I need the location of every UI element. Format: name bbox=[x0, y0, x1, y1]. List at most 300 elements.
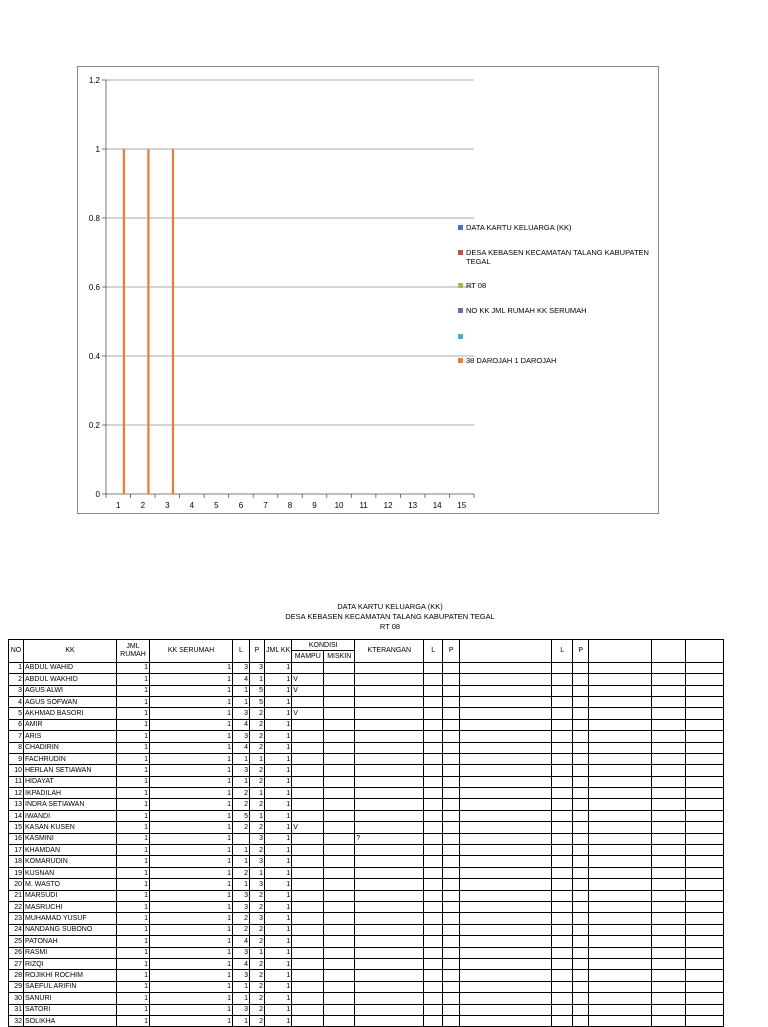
table-cell-blank bbox=[443, 731, 460, 742]
table-cell-ks: 1 bbox=[150, 867, 233, 878]
table-cell-no: 17 bbox=[9, 845, 24, 856]
table-cell-blank bbox=[652, 1015, 686, 1026]
table-cell-jr: 1 bbox=[117, 822, 150, 833]
legend-swatch bbox=[458, 334, 463, 339]
table-cell-miskin bbox=[324, 867, 355, 878]
x-tick-label-6: 7 bbox=[263, 501, 268, 510]
table-cell-blank bbox=[424, 1004, 443, 1015]
table-row bbox=[9, 753, 724, 764]
kk-table-wrap bbox=[8, 639, 724, 1027]
table-cell-blank bbox=[460, 753, 552, 764]
table-cell-mampu bbox=[292, 981, 324, 992]
table-cell-no: 2 bbox=[9, 674, 24, 685]
table-cell-blank bbox=[424, 947, 443, 958]
table-cell-l: 4 bbox=[233, 719, 250, 730]
table-cell-p: 2 bbox=[250, 981, 265, 992]
table-cell-no: 9 bbox=[9, 753, 24, 764]
table-cell-jr: 1 bbox=[117, 993, 150, 1004]
table-cell-ks: 1 bbox=[150, 662, 233, 673]
table-cell-p: 1 bbox=[250, 947, 265, 958]
table-cell-blank bbox=[589, 913, 652, 924]
table-cell-miskin bbox=[324, 845, 355, 856]
table-cell-blank bbox=[460, 742, 552, 753]
table-cell-miskin bbox=[324, 799, 355, 810]
doc-rt: RT 08 bbox=[379, 622, 401, 631]
table-cell-blank bbox=[686, 936, 724, 947]
table-cell-blank bbox=[686, 845, 724, 856]
table-cell-miskin bbox=[324, 901, 355, 912]
table-cell-blank bbox=[424, 799, 443, 810]
table-row bbox=[9, 867, 724, 878]
x-tick-label-13: 14 bbox=[432, 501, 442, 510]
table-cell-no: 1 bbox=[9, 662, 24, 673]
table-cell-ket bbox=[355, 958, 424, 969]
table-cell-blank bbox=[424, 913, 443, 924]
table-cell-jr: 1 bbox=[117, 765, 150, 776]
table-cell-miskin bbox=[324, 674, 355, 685]
table-cell-mampu bbox=[292, 993, 324, 1004]
table-cell-ket bbox=[355, 753, 424, 764]
table-cell-blank bbox=[589, 1004, 652, 1015]
table-cell-blank bbox=[686, 1015, 724, 1026]
table-cell-blank bbox=[589, 810, 652, 821]
table-cell-no: 32 bbox=[9, 1015, 24, 1026]
table-cell-blank bbox=[589, 970, 652, 981]
table-cell-blank bbox=[552, 776, 573, 787]
table-cell-blank bbox=[686, 662, 724, 673]
table-cell-l: 2 bbox=[233, 867, 250, 878]
table-cell-blank bbox=[443, 958, 460, 969]
table-cell-kk: IWANDI bbox=[24, 810, 117, 821]
table-cell-blank bbox=[573, 696, 589, 707]
bar-chart bbox=[78, 67, 658, 513]
table-cell-blank bbox=[686, 742, 724, 753]
table-cell-blank bbox=[652, 936, 686, 947]
table-cell-blank bbox=[573, 901, 589, 912]
table-cell-kk: AKHMAD BASORI bbox=[24, 708, 117, 719]
table-cell-blank bbox=[652, 970, 686, 981]
legend-swatch bbox=[458, 283, 463, 288]
table-cell-blank bbox=[443, 981, 460, 992]
table-cell-blank bbox=[424, 708, 443, 719]
table-cell-ks: 1 bbox=[150, 788, 233, 799]
x-tick-label-10: 11 bbox=[359, 501, 368, 510]
table-cell-l: 3 bbox=[233, 1004, 250, 1015]
table-cell-blank bbox=[686, 696, 724, 707]
table-cell-jr: 1 bbox=[117, 924, 150, 935]
table-cell-blank bbox=[652, 1004, 686, 1015]
table-cell-blank bbox=[589, 856, 652, 867]
table-cell-ks: 1 bbox=[150, 810, 233, 821]
table-cell-jr: 1 bbox=[117, 742, 150, 753]
x-tick-label-8: 9 bbox=[312, 501, 317, 510]
table-row bbox=[9, 662, 724, 673]
table-cell-jk: 1 bbox=[265, 662, 292, 673]
legend-swatch bbox=[458, 308, 463, 313]
table-cell-blank bbox=[652, 719, 686, 730]
table-cell-jr: 1 bbox=[117, 1015, 150, 1026]
x-tick-label-0: 1 bbox=[116, 501, 121, 510]
table-cell-no: 27 bbox=[9, 958, 24, 969]
table-cell-blank bbox=[652, 901, 686, 912]
table-cell-jr: 1 bbox=[117, 833, 150, 844]
document-titles bbox=[0, 602, 768, 632]
table-cell-no: 4 bbox=[9, 696, 24, 707]
table-cell-ks: 1 bbox=[150, 753, 233, 764]
table-cell-blank bbox=[443, 674, 460, 685]
table-cell-jr: 1 bbox=[117, 708, 150, 719]
table-cell-blank bbox=[443, 1004, 460, 1015]
table-cell-blank bbox=[460, 1004, 552, 1015]
table-cell-p: 1 bbox=[250, 674, 265, 685]
table-cell-jk: 1 bbox=[265, 776, 292, 787]
y-tick-label-1: 0.2 bbox=[88, 421, 100, 430]
table-cell-kk: MASRUCHI bbox=[24, 901, 117, 912]
legend-label: DATA KARTU KELUARGA (KK) bbox=[466, 223, 572, 232]
y-tick-label-4: 0.8 bbox=[88, 214, 100, 223]
table-cell-blank bbox=[552, 981, 573, 992]
table-cell-ket bbox=[355, 719, 424, 730]
table-row bbox=[9, 776, 724, 787]
table-cell-kk: HIDAYAT bbox=[24, 776, 117, 787]
table-cell-mampu bbox=[292, 867, 324, 878]
table-cell-blank bbox=[552, 810, 573, 821]
table-cell-jk: 1 bbox=[265, 708, 292, 719]
table-cell-l: 3 bbox=[233, 901, 250, 912]
table-cell-kk: IKPADILAH bbox=[24, 788, 117, 799]
header-l2: L bbox=[424, 640, 443, 663]
table-cell-l: 1 bbox=[233, 993, 250, 1004]
table-cell-no: 13 bbox=[9, 799, 24, 810]
table-cell-blank bbox=[460, 890, 552, 901]
table-cell-blank bbox=[686, 947, 724, 958]
table-cell-miskin bbox=[324, 913, 355, 924]
table-cell-l: 1 bbox=[233, 685, 250, 696]
table-cell-kk: KHAMDAN bbox=[24, 845, 117, 856]
legend-swatch bbox=[458, 225, 463, 230]
table-cell-ket bbox=[355, 970, 424, 981]
table-cell-kk: RIZQI bbox=[24, 958, 117, 969]
table-cell-blank bbox=[573, 993, 589, 1004]
table-cell-ks: 1 bbox=[150, 1015, 233, 1026]
table-cell-blank bbox=[552, 833, 573, 844]
table-cell-blank bbox=[589, 947, 652, 958]
table-cell-blank bbox=[589, 924, 652, 935]
table-cell-ks: 1 bbox=[150, 890, 233, 901]
table-cell-ks: 1 bbox=[150, 1004, 233, 1015]
table-cell-blank bbox=[573, 742, 589, 753]
table-cell-p: 5 bbox=[250, 696, 265, 707]
table-cell-blank bbox=[652, 879, 686, 890]
table-cell-blank bbox=[686, 867, 724, 878]
table-cell-blank bbox=[573, 662, 589, 673]
table-cell-blank bbox=[589, 993, 652, 1004]
table-cell-blank bbox=[443, 970, 460, 981]
table-cell-mampu bbox=[292, 742, 324, 753]
table-cell-no: 26 bbox=[9, 947, 24, 958]
table-cell-blank bbox=[686, 765, 724, 776]
header-p3: P bbox=[573, 640, 589, 663]
table-cell-blank bbox=[589, 719, 652, 730]
table-cell-miskin bbox=[324, 993, 355, 1004]
table-cell-blank bbox=[443, 742, 460, 753]
table-cell-blank bbox=[589, 696, 652, 707]
table-row bbox=[9, 731, 724, 742]
table-cell-p: 2 bbox=[250, 719, 265, 730]
table-cell-blank bbox=[552, 685, 573, 696]
table-cell-ks: 1 bbox=[150, 879, 233, 890]
table-cell-blank bbox=[552, 765, 573, 776]
table-cell-blank bbox=[573, 833, 589, 844]
table-cell-blank bbox=[460, 993, 552, 1004]
legend-item-1 bbox=[458, 248, 658, 266]
table-cell-jk: 1 bbox=[265, 890, 292, 901]
table-cell-miskin bbox=[324, 856, 355, 867]
table-cell-blank bbox=[443, 822, 460, 833]
table-cell-l: 4 bbox=[233, 936, 250, 947]
table-cell-l: 3 bbox=[233, 947, 250, 958]
table-cell-blank bbox=[652, 685, 686, 696]
header-blank-3 bbox=[652, 640, 686, 663]
table-row bbox=[9, 879, 724, 890]
table-cell-ket bbox=[355, 765, 424, 776]
table-cell-mampu bbox=[292, 924, 324, 935]
header-no: NO bbox=[9, 640, 24, 663]
table-cell-jk: 1 bbox=[265, 685, 292, 696]
table-cell-blank bbox=[552, 924, 573, 935]
table-cell-ks: 1 bbox=[150, 685, 233, 696]
table-cell-blank bbox=[552, 856, 573, 867]
table-cell-blank bbox=[424, 719, 443, 730]
table-cell-ket bbox=[355, 856, 424, 867]
table-cell-kk: CHADIRIN bbox=[24, 742, 117, 753]
table-cell-blank bbox=[573, 776, 589, 787]
table-cell-blank bbox=[652, 856, 686, 867]
table-cell-l: 2 bbox=[233, 788, 250, 799]
table-cell-kk: ARIS bbox=[24, 731, 117, 742]
table-cell-p: 1 bbox=[250, 788, 265, 799]
table-cell-l: 2 bbox=[233, 799, 250, 810]
table-cell-ks: 1 bbox=[150, 856, 233, 867]
table-cell-ket bbox=[355, 879, 424, 890]
table-cell-blank bbox=[652, 845, 686, 856]
table-cell-miskin bbox=[324, 1004, 355, 1015]
table-cell-blank bbox=[443, 799, 460, 810]
table-cell-blank bbox=[589, 936, 652, 947]
x-tick-label-14: 15 bbox=[457, 501, 467, 510]
table-cell-mampu: V bbox=[292, 708, 324, 719]
table-cell-blank bbox=[460, 822, 552, 833]
legend-item-3 bbox=[458, 306, 658, 315]
table-cell-blank bbox=[686, 924, 724, 935]
table-cell-blank bbox=[424, 753, 443, 764]
table-cell-mampu bbox=[292, 719, 324, 730]
table-cell-blank bbox=[443, 924, 460, 935]
table-cell-jk: 1 bbox=[265, 810, 292, 821]
table-cell-blank bbox=[424, 856, 443, 867]
table-cell-blank bbox=[686, 753, 724, 764]
x-tick-label-4: 5 bbox=[214, 501, 219, 510]
table-cell-p: 2 bbox=[250, 924, 265, 935]
table-cell-blank bbox=[573, 753, 589, 764]
table-cell-miskin bbox=[324, 924, 355, 935]
table-cell-mampu bbox=[292, 731, 324, 742]
table-cell-blank bbox=[443, 913, 460, 924]
table-row bbox=[9, 708, 724, 719]
table-cell-ks: 1 bbox=[150, 822, 233, 833]
y-tick-label-0: 0 bbox=[95, 490, 100, 499]
table-cell-ket bbox=[355, 685, 424, 696]
table-cell-mampu bbox=[292, 810, 324, 821]
table-cell-ks: 1 bbox=[150, 993, 233, 1004]
table-cell-jr: 1 bbox=[117, 845, 150, 856]
table-cell-jr: 1 bbox=[117, 958, 150, 969]
table-cell-blank bbox=[460, 981, 552, 992]
table-cell-blank bbox=[686, 674, 724, 685]
table-cell-blank bbox=[460, 708, 552, 719]
table-cell-blank bbox=[443, 856, 460, 867]
header-p2: P bbox=[443, 640, 460, 663]
table-cell-blank bbox=[424, 810, 443, 821]
table-cell-blank bbox=[652, 799, 686, 810]
table-cell-blank bbox=[552, 879, 573, 890]
table-cell-blank bbox=[443, 696, 460, 707]
table-cell-blank bbox=[573, 799, 589, 810]
table-cell-jr: 1 bbox=[117, 799, 150, 810]
y-tick-label-2: 0.4 bbox=[88, 352, 100, 361]
table-cell-blank bbox=[424, 901, 443, 912]
table-cell-l: 3 bbox=[233, 765, 250, 776]
table-cell-blank bbox=[652, 981, 686, 992]
table-cell-blank bbox=[424, 879, 443, 890]
table-cell-blank bbox=[552, 913, 573, 924]
table-cell-blank bbox=[552, 742, 573, 753]
table-cell-ket bbox=[355, 788, 424, 799]
table-cell-blank bbox=[573, 936, 589, 947]
table-cell-blank bbox=[443, 993, 460, 1004]
table-cell-blank bbox=[460, 776, 552, 787]
table-cell-blank bbox=[589, 981, 652, 992]
table-row bbox=[9, 833, 724, 844]
table-cell-l: 1 bbox=[233, 696, 250, 707]
table-cell-mampu: V bbox=[292, 822, 324, 833]
table-cell-miskin bbox=[324, 810, 355, 821]
table-cell-blank bbox=[686, 993, 724, 1004]
table-cell-ks: 1 bbox=[150, 708, 233, 719]
table-cell-jk: 1 bbox=[265, 867, 292, 878]
table-cell-jk: 1 bbox=[265, 845, 292, 856]
table-cell-jr: 1 bbox=[117, 788, 150, 799]
header-jml-rumah: JML RUMAH bbox=[117, 640, 150, 663]
table-cell-blank bbox=[424, 958, 443, 969]
doc-subtitle: DESA KEBASEN KECAMATAN TALANG KABUPATEN TEGAL bbox=[285, 612, 495, 621]
table-cell-blank bbox=[552, 970, 573, 981]
table-cell-jr: 1 bbox=[117, 776, 150, 787]
table-cell-mampu bbox=[292, 662, 324, 673]
table-cell-blank bbox=[686, 970, 724, 981]
table-cell-blank bbox=[589, 788, 652, 799]
x-tick-label-12: 13 bbox=[408, 501, 418, 510]
table-cell-l: 3 bbox=[233, 708, 250, 719]
table-cell-blank bbox=[652, 742, 686, 753]
table-cell-blank bbox=[443, 901, 460, 912]
header-kk: KK bbox=[24, 640, 117, 663]
table-cell-blank bbox=[424, 742, 443, 753]
table-cell-blank bbox=[573, 924, 589, 935]
table-cell-blank bbox=[589, 776, 652, 787]
table-cell-jk: 1 bbox=[265, 913, 292, 924]
table-cell-jk: 1 bbox=[265, 799, 292, 810]
table-cell-kk: KOMARUDIN bbox=[24, 856, 117, 867]
table-cell-kk: AMIR bbox=[24, 719, 117, 730]
table-cell-kk: INDRA SETIAWAN bbox=[24, 799, 117, 810]
table-cell-ket bbox=[355, 981, 424, 992]
table-cell-blank bbox=[652, 867, 686, 878]
table-cell-no: 6 bbox=[9, 719, 24, 730]
table-cell-no: 3 bbox=[9, 685, 24, 696]
table-cell-blank bbox=[424, 833, 443, 844]
table-cell-jr: 1 bbox=[117, 890, 150, 901]
table-cell-no: 28 bbox=[9, 970, 24, 981]
table-cell-blank bbox=[589, 1015, 652, 1026]
table-cell-blank bbox=[652, 708, 686, 719]
table-cell-p: 2 bbox=[250, 822, 265, 833]
table-cell-blank bbox=[443, 810, 460, 821]
table-cell-blank bbox=[589, 685, 652, 696]
table-cell-blank bbox=[589, 901, 652, 912]
table-cell-no: 15 bbox=[9, 822, 24, 833]
table-cell-blank bbox=[686, 810, 724, 821]
table-cell-kk: KASMINI bbox=[24, 833, 117, 844]
table-cell-mampu bbox=[292, 776, 324, 787]
table-cell-ket bbox=[355, 1004, 424, 1015]
table-cell-blank bbox=[589, 674, 652, 685]
table-cell-miskin bbox=[324, 788, 355, 799]
table-cell-blank bbox=[589, 845, 652, 856]
header-jml-kk: JML KK bbox=[265, 640, 292, 663]
table-cell-ks: 1 bbox=[150, 947, 233, 958]
table-cell-blank bbox=[460, 947, 552, 958]
table-cell-jk: 1 bbox=[265, 856, 292, 867]
table-cell-jr: 1 bbox=[117, 936, 150, 947]
table-cell-kk: ROJIKHI ROCHIM bbox=[24, 970, 117, 981]
table-cell-no: 23 bbox=[9, 913, 24, 924]
table-cell-ket bbox=[355, 890, 424, 901]
x-tick-label-3: 4 bbox=[189, 501, 195, 510]
table-cell-no: 18 bbox=[9, 856, 24, 867]
table-cell-blank bbox=[460, 799, 552, 810]
table-cell-blank bbox=[552, 958, 573, 969]
table-cell-no: 7 bbox=[9, 731, 24, 742]
table-cell-mampu bbox=[292, 901, 324, 912]
table-cell-blank bbox=[552, 696, 573, 707]
table-cell-no: 24 bbox=[9, 924, 24, 935]
table-cell-p: 2 bbox=[250, 890, 265, 901]
table-cell-blank bbox=[460, 924, 552, 935]
table-cell-no: 25 bbox=[9, 936, 24, 947]
bar-5-0 bbox=[123, 149, 125, 494]
table-cell-p: 2 bbox=[250, 765, 265, 776]
table-cell-blank bbox=[443, 685, 460, 696]
table-cell-blank bbox=[460, 674, 552, 685]
table-cell-jk: 1 bbox=[265, 1015, 292, 1026]
header-miskin: MISKIN bbox=[324, 651, 355, 662]
table-row bbox=[9, 810, 724, 821]
table-cell-ks: 1 bbox=[150, 696, 233, 707]
table-cell-blank bbox=[589, 662, 652, 673]
table-cell-no: 16 bbox=[9, 833, 24, 844]
table-cell-blank bbox=[443, 879, 460, 890]
